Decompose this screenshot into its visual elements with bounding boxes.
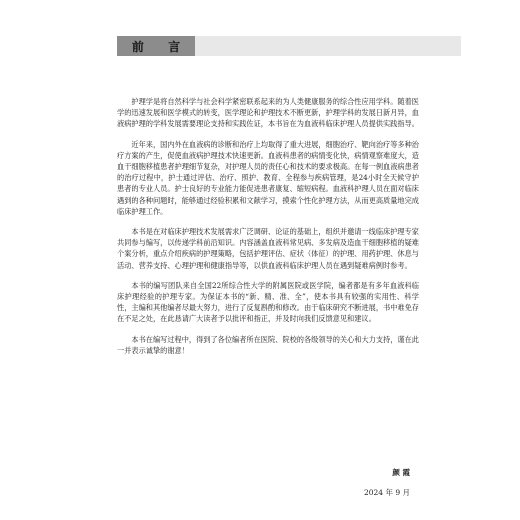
paragraph-1: 护理学是将自然科学与社会科学紧密联系起来的为人类健康服务的综合性应用学科。随着医学的迅速发展和医学模式的转变，医学理论和护理技术不断更新，护理学科的发展日新月异，血液病护理的学科发展需要理论支持和实践佐证，本书旨在为血液科临床护理人员提供实践指导。 <box>117 97 419 129</box>
paragraph-4: 本书的编写团队来自全国22所综合性大学的附属医院或医学院，编者都是有多年血液科临床护理经验的护理专家。为保证本书的“新、精、准、全”，使本书具有较强的实用性、科学性，主编和其他编者尽最大努力，进行了反复斟酌和修改。由于临床研究不断进展，书中难免存在不足之处，在此恳请广大读者予以批评和指正，并及时向我们反馈意见和建议。 <box>117 280 419 324</box>
paragraph-3: 本书是在对临床护理技术发展需求广泛调研、论证的基础上，组织并邀请一线临床护理专家共同参与编写，以传递学科前沿知识。内容涵盖血液科常见病、多发病及造血干细胞移植的疑难个案分析，重点介绍疾病的护理策略，包括护理评估、症状（体征）的护理、用药护理、休息与活动、营养支持、心理护理和健康指导等，以供血液科临床护理人员在遇到疑难病例时参考。 <box>117 227 419 270</box>
author-signature: 颜 霞 <box>392 468 410 477</box>
header-bar <box>117 36 461 56</box>
header-title-block <box>117 36 195 56</box>
page-title: 前 言 <box>131 39 191 54</box>
paragraph-2: 近年来，国内外在血液病的诊断和治疗上均取得了重大进展，细胞治疗、靶向治疗等多种治疗方案的产生，促使血液病护理技术快速更新。血液科患者的病情变化快，病情观察难度大，造血干细胞移植患者护理细节复杂，对护理人员的责任心和技术的要求极高。在每一例血液病患者的治疗过程中，护士通过评估、治疗、照护、教育、全程参与疾病管理，是24小时全天候守护患者的专业人员。护士良好的专业能力能促进患者康复、缩短病程。血液科护理人员在面对临床遇到的各种问题时，能够通过经验积累和文献学习，摸索个性化护理方法，从而更高质量地完成临床护理工作。 <box>117 139 419 216</box>
preface-date: 2024 年 9 月 <box>363 488 410 497</box>
preface-body <box>117 96 419 356</box>
paragraph-5: 本书在编写过程中，得到了各位编者所在医院、院校的各级领导的关心和大力支持，谨在此一并表示诚挚的谢意！ <box>117 334 419 355</box>
